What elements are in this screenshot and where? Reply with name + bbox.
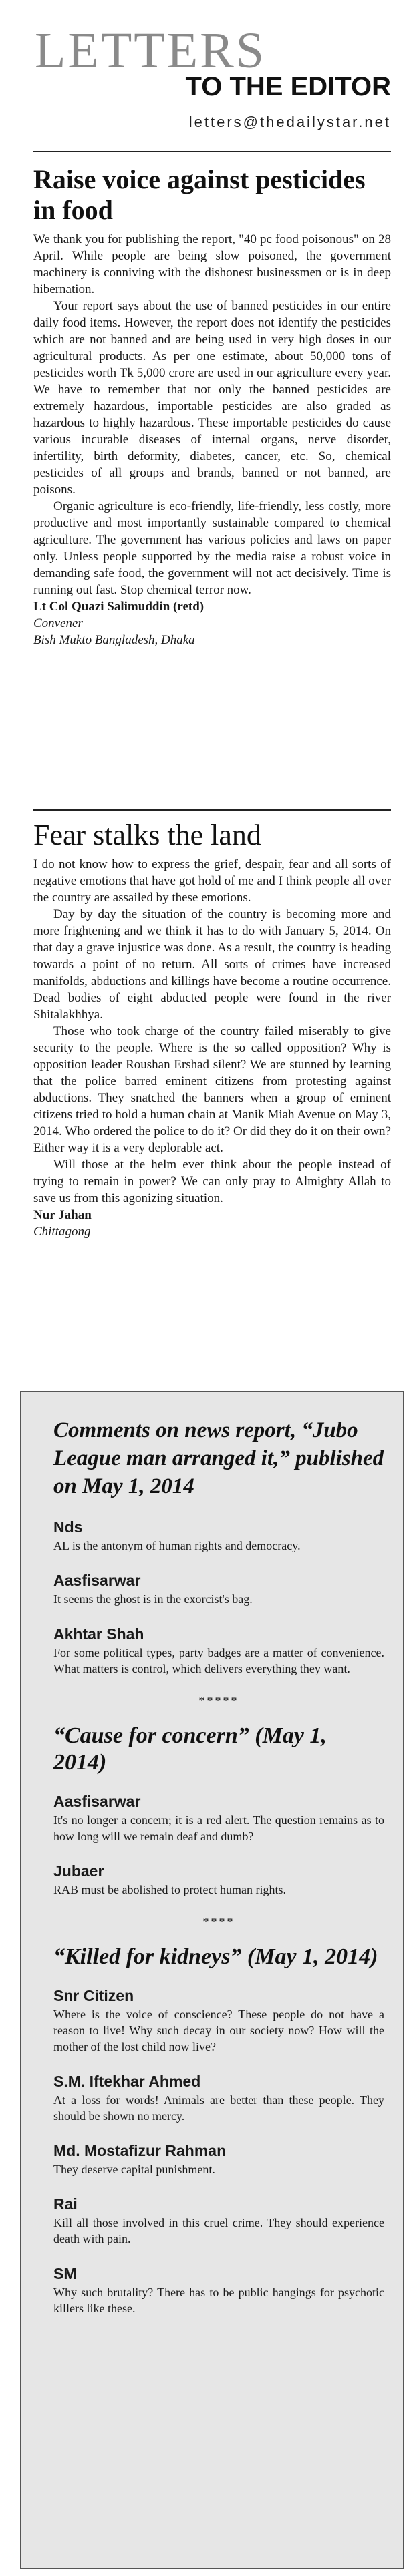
letter-paragraph: Those who took charge of the country failed miserably to give security to the people. Where is the so called opposition? Why is opposition leader Roushan Ershad silent? We are stunned by learning that the police barred eminent citizens from protesting against abductions. They snatched the banners when a group of eminent citizens tried to hold a human chain at Manik Miah Avenue on May 3, 2014. Who ordered the police to do it? Or did they do it on their own? Either way it is a very deplorable act. xyxy=(33,1024,391,1155)
commenter-name: Jubaer xyxy=(53,1862,104,1880)
letter-paragraph: Your report says about the use of banned pesticides in our entire daily food items. However, the report does not identify the pesticides which are not banned and are being used in very high doses in our agricultural products. As per one estimate, about 50,000 tons of pesticides worth Tk 5,000 crore are used in our agriculture every year. We have to remember that not only the banned pesticides are extremely hazardous, importable pesticides are also graded as hazardous to highly hazardous. These importable pesticides do cause various incurable diseases of internal organs, nerve disorder, infertility, birth deformity, diabetes, cancer, etc. So, chemical pesticides of all groups and brands, banned or not banned, are poisons. xyxy=(33,299,391,497)
comment-text: AL is the antonym of human rights and democracy. xyxy=(53,1539,301,1552)
letter-signature-name: Lt Col Quazi Salimuddin (retd) xyxy=(33,600,204,614)
commenter-name: S.M. Iftekhar Ahmed xyxy=(53,2073,201,2090)
masthead xyxy=(0,0,411,146)
masthead-email: letters@thedailystar.net xyxy=(188,114,391,130)
comment xyxy=(53,1792,384,1844)
comment-text: RAB must be abolished to protect human rights. xyxy=(53,1883,286,1896)
commenter-name: SM xyxy=(53,2265,77,2282)
letter-paragraph: Will those at the helm ever think about the people instead of trying to remain in power? We can only pray to Almighty Allah to save us from this agonizing situation. xyxy=(33,1158,391,1205)
letter-paragraph: Organic agriculture is eco-friendly, life-friendly, less costly, more productive and most importantly sustainable compared to chemical agriculture. The government has various policies and laws on paper only. Unless people supported by the media raise a robust voice in demanding safe food, the government will not act decisively. Time is running out fast. Stop chemical terror now. xyxy=(33,499,391,597)
section-separator: **** xyxy=(202,1915,235,1928)
comments-section-title: “Cause for concern” (May 1, 2014) xyxy=(53,1723,327,1775)
comments-box xyxy=(20,1391,404,2569)
comment xyxy=(53,1986,384,2055)
comment xyxy=(53,2195,384,2247)
comment xyxy=(53,2072,384,2124)
section-separator: ***** xyxy=(198,1694,239,1707)
commenter-name: Nds xyxy=(53,1518,83,1536)
comment-text: Why such brutality? There has to be public hangings for psychotic killers like these. xyxy=(53,2286,384,2315)
comment xyxy=(53,2141,384,2177)
comment-text: Kill all those involved in this cruel crime. They should experience death with pain. xyxy=(53,2216,384,2245)
comment-text: For some political types, party badges are a matter of convenience. What matters is control, which delivers everything they want. xyxy=(53,1646,384,1675)
comments-section-title: “Killed for kidneys” (May 1, 2014) xyxy=(53,1944,378,1969)
letter-signature-location: Bish Mukto Bangladesh, Dhaka xyxy=(33,633,195,647)
letter-headline: Raise voice against pesticides in food xyxy=(33,164,366,225)
comment-text: At a loss for words! Animals are better than these people. They should be shown no mercy. xyxy=(53,2093,384,2123)
divider xyxy=(33,151,391,152)
comment-text: Where is the voice of conscience? These people do not have a reason to live! Why such decay in our society now? How will the mother of the lost child now live? xyxy=(53,2008,384,2053)
comment xyxy=(53,2264,384,2316)
comment xyxy=(53,1571,384,1607)
comments-content xyxy=(53,1416,384,2334)
comment xyxy=(53,1862,384,1898)
comment-text: It seems the ghost is in the exorcist's bag. xyxy=(53,1592,253,1606)
masthead-letters: LETTERS xyxy=(35,23,267,79)
letter-pesticides xyxy=(33,164,391,648)
commenter-name: Akhtar Shah xyxy=(53,1625,144,1643)
letter-paragraph: I do not know how to express the grief, despair, fear and all sorts of negative emotions that have got hold of me and I think people all over the country are assailed by these emotions. xyxy=(33,857,391,905)
commenter-name: Aasfisarwar xyxy=(53,1793,141,1810)
letter-paragraph: Day by day the situation of the country is becoming more and more frightening and we think it has to do with January 5, 2014. On that day a grave injustice was done. As a result, the country is heading towards a point of no return. All sorts of crimes have increased manifolds, abductions and killings have become a routine occurrence. Dead bodies of eight abducted people were found in the river Shitalakhhya. xyxy=(33,907,391,1022)
commenter-name: Aasfisarwar xyxy=(53,1572,141,1589)
comment-text: It's no longer a concern; it is a red alert. The question remains as to how long will we remain deaf and dumb? xyxy=(53,1813,384,1843)
commenter-name: Snr Citizen xyxy=(53,1987,134,2004)
comments-header: Comments on news report, “Jubo League man arranged it,” published on May 1, 2014 xyxy=(53,1418,384,1498)
letter-headline: Fear stalks the land xyxy=(33,819,261,851)
letter-signature-location: Chittagong xyxy=(33,1225,91,1239)
comment xyxy=(53,1518,384,1554)
letter-body xyxy=(33,231,391,598)
letter-fear xyxy=(33,820,391,1240)
letter-signature-name: Nur Jahan xyxy=(33,1208,92,1222)
divider xyxy=(33,809,391,811)
masthead-to-the-editor: TO THE EDITOR xyxy=(185,72,391,101)
comment xyxy=(53,1625,384,1677)
letter-signature-title: Convener xyxy=(33,616,83,630)
commenter-name: Rai xyxy=(53,2195,78,2213)
commenter-name: Md. Mostafizur Rahman xyxy=(53,2142,227,2159)
letter-body xyxy=(33,856,391,1207)
letter-paragraph: We thank you for publishing the report, "40 pc food poisonous" on 28 April. While people are being slow poisoned, the government machinery is conniving with the dishonest businessmen or is in deep hibernation. xyxy=(33,232,391,296)
comment-text: They deserve capital punishment. xyxy=(53,2163,215,2176)
